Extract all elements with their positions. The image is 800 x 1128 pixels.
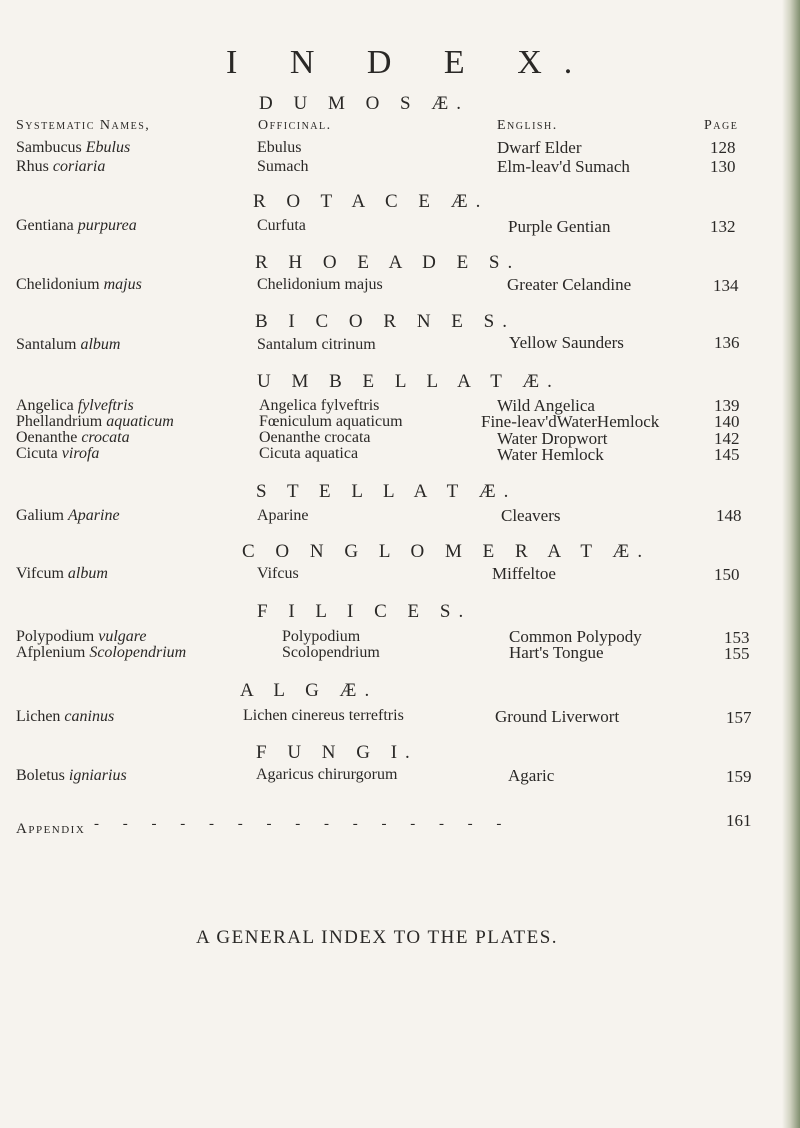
english-name: Wild Angelica (497, 396, 595, 415)
officinal-name: Santalum citrinum (257, 336, 376, 353)
officinal-name: Lichen cinereus terreftris (243, 707, 404, 724)
page-number: 132 (710, 217, 736, 236)
systematic-name: Boletus igniarius (16, 767, 127, 784)
systematic-name: Cicuta virofa (16, 445, 100, 462)
header-page: Page (704, 118, 739, 133)
english-name: Fine-leav'dWaterHemlock (481, 412, 660, 431)
systematic-name: Phellandrium aquaticum (16, 413, 174, 430)
officinal-name: Scolopendrium (282, 644, 380, 661)
header-systematic-names: Systematic Names, (16, 118, 151, 133)
english-name: Dwarf Elder (497, 138, 582, 157)
english-name: Common Polypody (509, 627, 642, 646)
officinal-name: Aparine (257, 507, 309, 524)
officinal-name: Sumach (257, 158, 309, 175)
page-number: 139 (714, 396, 740, 415)
english-name: Hart's Tongue (509, 643, 604, 662)
systematic-name: Gentiana purpurea (16, 217, 137, 234)
systematic-name: Chelidonium majus (16, 276, 142, 293)
systematic-name: Sambucus Ebulus (16, 139, 131, 156)
page-number: 155 (724, 644, 750, 663)
page-number: 142 (714, 429, 740, 448)
order-heading: F U N G I. (256, 742, 418, 763)
officinal-name: Cicuta aquatica (259, 445, 359, 462)
systematic-name: Lichen caninus (16, 708, 115, 725)
officinal-name: Oenanthe crocata (259, 429, 371, 446)
english-name: Elm-leav'd Sumach (497, 157, 630, 176)
appendix-page-number: 161 (726, 811, 752, 830)
systematic-name: Vifcum album (16, 565, 108, 582)
officinal-name: Vifcus (257, 565, 299, 582)
page-number: 153 (724, 628, 750, 647)
page-edge-shading (782, 0, 800, 1128)
systematic-name: Galium Aparine (16, 507, 120, 524)
page-number: 159 (726, 767, 752, 786)
english-name: Yellow Saunders (509, 333, 624, 352)
page-number: 136 (714, 333, 740, 352)
systematic-name: Rhus coriaria (16, 158, 106, 175)
appendix-label: Appendix (16, 821, 86, 837)
page-number: 128 (710, 138, 736, 157)
plates-index-heading: A GENERAL INDEX TO THE PLATES. (196, 927, 559, 948)
officinal-name: Angelica fylveftris (259, 397, 380, 414)
order-heading: C O N G L O M E R A T Æ. (242, 541, 651, 562)
officinal-name: Polypodium (282, 628, 361, 645)
order-heading: R O T A C E Æ. (253, 191, 489, 212)
page-number: 134 (713, 276, 739, 295)
english-name: Greater Celandine (507, 275, 632, 294)
page-title: I N D E X. (226, 44, 595, 81)
english-name: Water Dropwort (497, 429, 608, 448)
systematic-name: Afplenium Scolopendrium (16, 644, 187, 661)
systematic-name: Oenanthe crocata (16, 429, 130, 446)
page-number: 130 (710, 157, 736, 176)
order-heading: U M B E L L A T Æ. (257, 371, 560, 392)
systematic-name: Polypodium vulgare (16, 628, 147, 645)
systematic-name: Angelica fylveftris (16, 397, 134, 414)
order-heading: D U M O S Æ. (259, 93, 470, 114)
officinal-name: Fœniculum aquaticum (259, 413, 403, 430)
officinal-name: Curfuta (257, 217, 306, 234)
header-english: English. (497, 118, 558, 133)
page-number: 145 (714, 445, 740, 464)
english-name: Ground Liverwort (495, 707, 620, 726)
page-number: 140 (714, 412, 740, 431)
order-heading: S T E L L A T Æ. (256, 481, 517, 502)
order-heading: R H O E A D E S. (255, 252, 521, 273)
order-heading: F I L I C E S. (257, 601, 472, 622)
appendix-leader-dashes: - - - - - - - - - - - - - - - (94, 816, 512, 832)
officinal-name: Ebulus (257, 139, 302, 156)
order-heading: A L G Æ. (240, 680, 378, 701)
page-number: 150 (714, 565, 740, 584)
header-officinal: Officinal. (258, 118, 332, 133)
order-heading: B I C O R N E S. (255, 311, 515, 332)
officinal-name: Agaricus chirurgorum (256, 766, 398, 783)
english-name: Purple Gentian (508, 217, 611, 236)
officinal-name: Chelidonium majus (257, 276, 383, 293)
english-name: Miffeltoe (492, 564, 556, 583)
english-name: Cleavers (501, 506, 561, 525)
english-name: Agaric (508, 766, 555, 785)
systematic-name: Santalum album (16, 336, 121, 353)
page-number: 157 (726, 708, 752, 727)
english-name: Water Hemlock (497, 445, 604, 464)
page-number: 148 (716, 506, 742, 525)
